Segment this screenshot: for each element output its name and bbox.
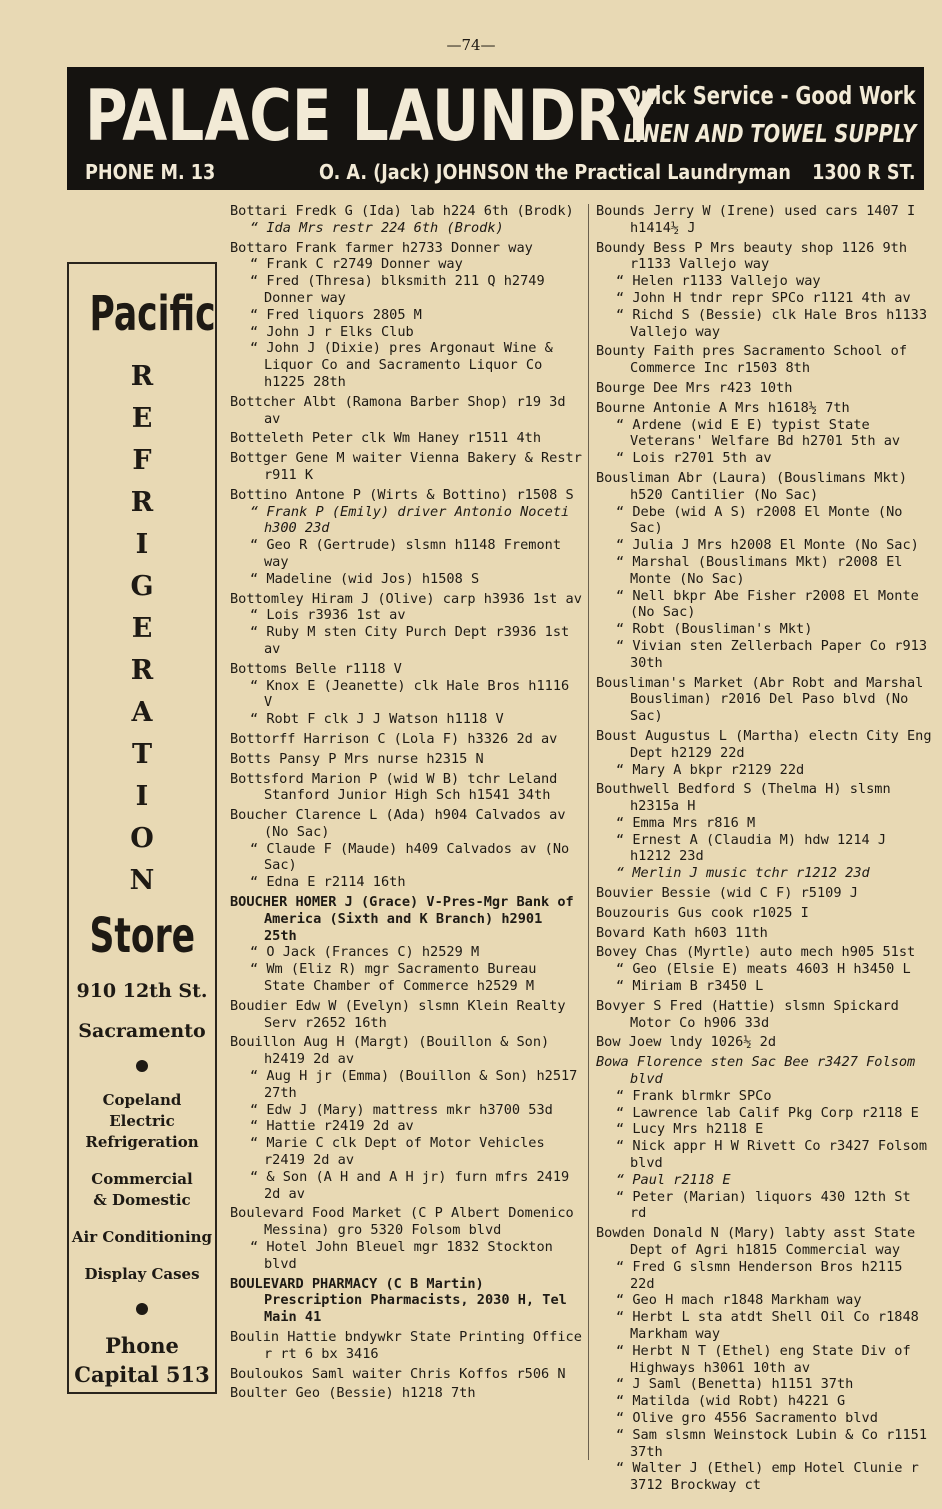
sidebar-city: Sacramento [78,1020,206,1042]
directory-entry: “ Lawrence lab Calif Pkg Corp r2118 E [616,1104,919,1121]
directory-entry: “ Geo R (Gertrude) slsmn h1148 Fremont way [250,537,561,570]
directory-entry: “ Herbt L sta atdt Shell Oil Co r1848 Markham way [616,1309,919,1342]
bullet-dot-icon [136,1303,148,1315]
directory-entry: “ Marie C clk Dept of Motor Vehicles r2419 2d av [250,1135,545,1169]
directory-entry: “ Sam slsmn Weinstock Lubin & Co r1151 37th [616,1426,927,1460]
sidebar-vertical-letter: F [132,445,152,476]
sidebar-line1: Copeland [102,1091,182,1109]
sidebar-store: Store [89,908,196,964]
directory-entry: “ O Jack (Frances C) h2529 M [250,944,480,961]
directory-entry: “ Robt F clk J J Watson h1118 V [250,711,504,728]
sidebar-line7: Display Cases [84,1265,200,1283]
directory-entry: “ Walter J (Ethel) emp Hotel Clunie r 3712 Brockway ct [616,1460,919,1494]
directory-entry: Bouthwell Bedford S (Thelma H) slsmn h2315a H [596,781,891,815]
directory-entry: Boulter Geo (Bessie) h1218 7th [230,1385,476,1402]
directory-entry: “ Matilda (wid Robt) h4221 G [616,1393,846,1410]
directory-entry: “ Olive gro 4556 Sacramento blvd [616,1409,878,1426]
sidebar-line4: Commercial [91,1170,193,1188]
sidebar-vertical-letter: R [130,487,154,518]
directory-entry: Bourne Antonie A Mrs h1618½ 7th [596,399,850,416]
directory-entry: Boust Augustus L (Martha) electn City Eng Dept h2129 22d [596,727,932,761]
directory-entry: “ & Son (A H and A H jr) furn mfrs 2419 2d av [250,1168,570,1202]
directory-column-right [596,200,934,1494]
directory-entry: “ Merlin J music tchr r1212 23d [616,865,870,882]
directory-entry: “ Emma Mrs r816 M [616,814,756,831]
banner-phone: PHONE M. 13 [85,160,216,184]
pacific-refrigeration-sidebar-ad [67,262,217,1394]
directory-entry: BOULEVARD PHARMACY (C B Martin) Prescription Pharmacists, 2030 H, Tel Main 41 [230,1275,567,1326]
directory-entry: Boudier Edw W (Evelyn) slsmn Klein Realty Serv r2652 16th [230,997,566,1031]
directory-entry: “ Richd S (Bessie) clk Hale Bros h1133 Vallejo way [616,306,927,340]
directory-entry: Bottorff Harrison C (Lola F) h3326 2d av [230,730,558,747]
directory-entry: “ J Saml (Benetta) h1151 37th [616,1376,854,1393]
directory-entry: Bouillon Aug H (Margt) (Bouillon & Son) h2419 2d av [230,1034,550,1068]
directory-entry: “ Frank C r2749 Donner way [250,256,463,273]
directory-entry: “ Peter (Marian) liquors 430 12th St rd [616,1188,911,1222]
sidebar-vertical-letter: A [131,697,153,728]
directory-entry: Bottino Antone P (Wirts & Bottino) r1508 S [230,486,574,503]
directory-entry: “ Nick appr H W Rivett Co r3427 Folsom blvd [616,1138,927,1172]
sidebar-brand: Pacific [89,286,216,342]
directory-entry: “ Aug H jr (Emma) (Bouillon & Son) h2517 27th [250,1068,578,1101]
page-number: —74— [446,36,496,54]
directory-entry: Bovey Chas (Myrtle) auto mech h905 51st [596,944,916,961]
directory-entry: Bottomley Hiram J (Olive) carp h3936 1st av [230,590,582,607]
directory-entry: Bousliman Abr (Laura) (Bouslimans Mkt) h520 Cantilier (No Sac) [596,469,907,503]
directory-entry: “ Lois r2701 5th av [616,450,772,467]
directory-entry: “ Ardene (wid E E) typist State Veterans' Welfare Bd h2701 5th av [616,416,901,450]
directory-entry: “ Debe (wid A S) r2008 El Monte (No Sac) [616,503,903,537]
directory-entry: “ Edna E r2114 16th [250,874,406,891]
directory-entry: “ Wm (Eliz R) mgr Sacramento Bureau State Chamber of Commerce h2529 M [250,961,537,995]
directory-entry: “ Fred (Thresa) blksmith 211 Q h2749 Donner way [250,273,545,306]
directory-entry: Boucher Clarence L (Ada) h904 Calvados av (No Sac) [230,807,566,840]
sidebar-vertical-letter: I [135,781,149,812]
banner-title: PALACE LAUNDRY [85,75,660,157]
directory-entry: “ Nell bkpr Abe Fisher r2008 El Monte (No Sac) [616,587,919,621]
sidebar-vertical-letter: R [130,361,154,392]
directory-entry: “ Ida Mrs restr 224 6th (Brodk) [250,219,504,236]
directory-entry: Botts Pansy P Mrs nurse h2315 N [230,750,484,767]
directory-entry: Bovyer S Fred (Hattie) slsmn Spickard Motor Co h906 33d [596,997,899,1031]
directory-entry: “ John J (Dixie) pres Argonaut Wine & Liquor Co and Sacramento Liquor Co h1225 28th [250,340,553,390]
directory-entry: Bouloukos Saml waiter Chris Koffos r506 N [230,1365,566,1382]
sidebar-street: 910 12th St. [76,980,208,1002]
directory-entry: “ Hattie r2419 2d av [250,1118,414,1135]
directory-entry: “ John J r Elks Club [250,323,414,340]
directory-entry: “ Helen r1133 Vallejo way [616,273,821,290]
directory-entry: Bottger Gene M waiter Vienna Bakery & Restr r911 K [230,450,582,483]
directory-entry: Bouvier Bessie (wid C F) r5109 J [596,885,858,902]
banner-owner: O. A. (Jack) JOHNSON the Practical Laundryman [319,160,791,184]
sidebar-phone-label: Phone [105,1333,179,1358]
directory-entry: Bovard Kath h603 11th [596,924,768,941]
sidebar-vertical-letter: O [130,823,154,854]
directory-entry: “ Claude F (Maude) h409 Calvados av (No Sac) [250,840,570,874]
banner-tagline-service: Quick Service - Good Work [624,81,916,110]
sidebar-vertical-letter: I [135,529,149,560]
sidebar-vertical-letter: N [129,865,155,896]
directory-entry: “ Paul r2118 E [616,1171,731,1188]
sidebar-line5: & Domestic [93,1191,191,1209]
sidebar-vertical-letter: R [130,655,154,686]
directory-entry: “ Lucy Mrs h2118 E [616,1121,764,1138]
palace-laundry-banner-ad [67,67,924,190]
directory-entry: Bottcher Albt (Ramona Barber Shop) r19 3d av [230,393,566,427]
directory-entry: “ Knox E (Jeanette) clk Hale Bros h1116 V [250,677,570,711]
directory-entry: Bowa Florence sten Sac Bee r3427 Folsom blvd [596,1054,916,1088]
sidebar-line2: Electric [109,1112,175,1130]
sidebar-vertical-letter: G [130,571,154,602]
directory-entry: “ Miriam B r3450 L [616,978,764,995]
directory-entry: “ Edw J (Mary) mattress mkr h3700 53d [250,1101,553,1118]
banner-tagline-linen: LINEN AND TOWEL SUPPLY [623,119,916,148]
sidebar-vertical-letter: E [131,403,153,434]
directory-entry: Bousliman's Market (Abr Robt and Marshal Bousliman) r2016 Del Paso blvd (No Sac) [596,674,924,725]
directory-entry: Bottari Fredk G (Ida) lab h224 6th (Brodk) [230,203,574,219]
directory-entry: Boulin Hattie bndywkr State Printing Office r rt 6 bx 3416 [230,1329,582,1362]
directory-entry: Bowden Donald N (Mary) labty asst State Dept of Agri h1815 Commercial way [596,1225,916,1259]
directory-entry: Bottoms Belle r1118 V [230,660,402,677]
directory-column-left [230,200,582,1402]
directory-entry: “ Geo H mach r1848 Markham way [616,1292,862,1309]
directory-entry: “ Hotel John Bleuel mgr 1832 Stockton blvd [250,1239,553,1272]
banner-address: 1300 R ST. [812,160,916,184]
directory-entry: Bounty Faith pres Sacramento School of Commerce Inc r1503 8th [596,343,907,377]
directory-entry: “ Lois r3936 1st av [250,607,406,624]
sidebar-line3: Refrigeration [85,1133,199,1151]
sidebar-vertical-word [69,356,215,902]
directory-entry: Botteleth Peter clk Wm Haney r1511 4th [230,430,541,447]
sidebar-vertical-letter: T [131,739,153,770]
directory-entry: Bottaro Frank farmer h2733 Donner way [230,239,533,256]
directory-entry: “ Ernest A (Claudia M) hdw 1214 J h1212 23d [616,831,887,865]
directory-entry: Bow Joew lndy 1026½ 2d [596,1034,777,1051]
directory-entry: “ Madeline (wid Jos) h1508 S [250,570,480,587]
directory-entry: Boulevard Food Market (C P Albert Domenico Messina) gro 5320 Folsom blvd [230,1205,574,1239]
column-divider [588,204,589,1460]
directory-entry: “ Julia J Mrs h2008 El Monte (No Sac) [616,537,919,554]
directory-entry: “ Marshal (Bouslimans Mkt) r2008 El Monte (No Sac) [616,553,903,587]
bullet-dot-icon [136,1060,148,1072]
directory-entry: “ Mary A bkpr r2129 22d [616,761,805,778]
directory-entry: Bottsford Marion P (wid W B) tchr Leland Stanford Junior High Sch h1541 34th [230,770,558,804]
directory-entry: Bourge Dee Mrs r423 10th [596,379,793,396]
directory-entry: BOUCHER HOMER J (Grace) V-Pres-Mgr Bank of America (Sixth and K Branch) h2901 25th [230,894,574,944]
directory-entry: Bouzouris Gus cook r1025 I [596,904,809,921]
sidebar-vertical-letter: E [131,613,153,644]
sidebar-line6: Air Conditioning [71,1228,213,1246]
directory-entry: “ Fred G slsmn Henderson Bros h2115 22d [616,1258,903,1292]
directory-entry: “ Fred liquors 2805 M [250,306,422,323]
directory-entry: “ Frank P (Emily) driver Antonio Noceti h300 23d [250,503,570,537]
directory-entry: “ John H tndr repr SPCo r1121 4th av [616,289,911,306]
directory-entry: “ Ruby M sten City Purch Dept r3936 1st av [250,624,570,657]
directory-entry: “ Herbt N T (Ethel) eng State Div of Highways h3061 10th av [616,1342,911,1376]
directory-entry: “ Frank blrmkr SPCo [616,1087,772,1104]
directory-entry: “ Robt (Bousliman's Mkt) [616,621,813,638]
directory-entry: Bounds Jerry W (Irene) used cars 1407 I h1414½ J [596,203,916,236]
sidebar-phone-value: Capital 513 [74,1362,210,1387]
directory-entry: Boundy Bess P Mrs beauty shop 1126 9th r1133 Vallejo way [596,239,907,273]
directory-entry: “ Geo (Elsie E) meats 4603 H h3450 L [616,961,911,978]
directory-entry: “ Vivian sten Zellerbach Paper Co r913 30th [616,637,927,671]
